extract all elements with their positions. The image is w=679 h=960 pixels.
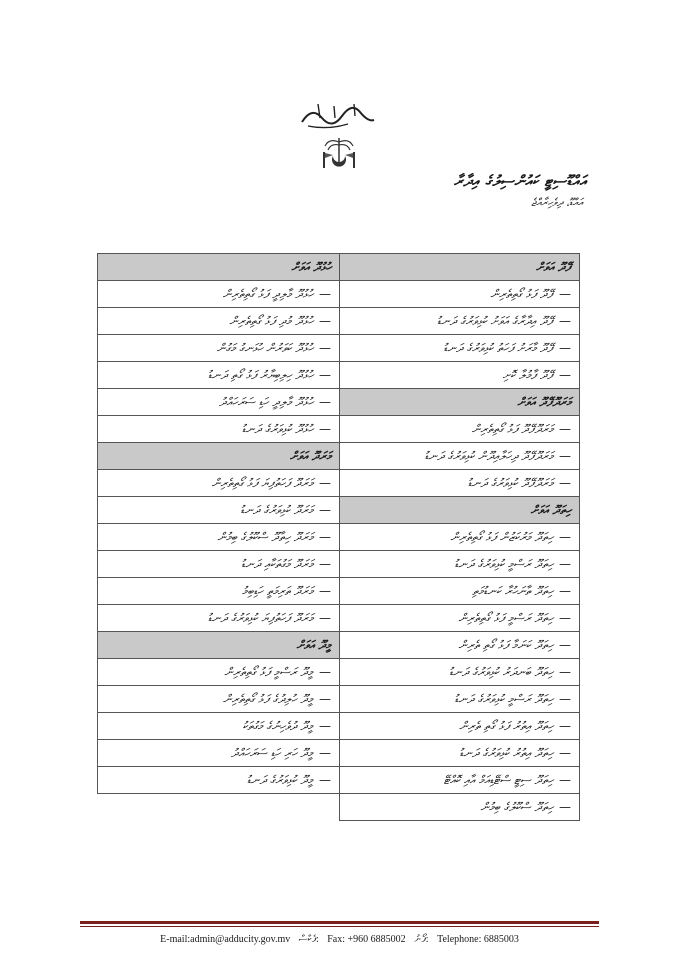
table-row	[98, 713, 340, 740]
table-row	[340, 524, 580, 551]
table-row	[98, 389, 340, 416]
list-bullet: —	[319, 610, 331, 625]
location-text: މީދޫ ދުވެހިނުގެ މަގުތަކު	[242, 718, 313, 733]
list-bullet: —	[559, 529, 571, 544]
location-cell	[98, 767, 340, 794]
table-row	[98, 578, 340, 605]
list-bullet: —	[559, 583, 571, 598]
location-text: މަރަދޫ ފަހަތުފިޔަ ކުޅިވަރުގެ ދަނޑު	[207, 610, 313, 625]
table-row	[98, 416, 340, 443]
list-bullet: —	[319, 340, 331, 355]
location-text: ހިތަދޫ ބަނދަރު ކުޅިވަރުގެ ދަނޑު	[448, 664, 553, 679]
list-bullet: —	[559, 610, 571, 625]
location-text: ފޭދޫ އިދާރާގެ އަވަށު ކުޅިވަރުގެ ދަނޑު	[436, 313, 553, 328]
list-bullet: —	[319, 502, 331, 517]
footer-telephone: Telephone: 6885003	[437, 934, 519, 945]
location-text: މަރަދޫފޭދޫ ފަޅު ގޯތިތެރިން	[471, 421, 553, 436]
location-text: ހުޅުދޫ ކުޅިވަރުގެ ދަނޑު	[241, 421, 313, 436]
section-header: މަރަދޫފޭދޫ އަވަށް	[340, 389, 580, 416]
list-bullet: —	[319, 583, 331, 598]
location-text: މަރަދޫފޭދޫ ދިހަލާއިދޫން ކުޅިވަރުގެ ދަނޑު	[424, 448, 553, 463]
location-cell	[340, 632, 580, 659]
list-bullet: —	[559, 286, 571, 301]
right-location-table	[339, 253, 580, 821]
location-text: ހިތަދޫ ތާނަހުރާ ކަނޑުމަތި	[472, 583, 553, 598]
location-text: ފޭދޫ މާރަށު ފަހަތު ކުޅިވަރުގެ ދަނޑު	[443, 340, 553, 355]
footer-fax: Fax: +960 6885002	[327, 934, 406, 945]
table-row	[340, 470, 580, 497]
section-header: ހުޅުދޫ އަވަށް	[98, 254, 340, 281]
location-text: މީދޫ ހުލިދުގެ ފަޅު ގޯތިތެރިން	[222, 691, 313, 706]
list-bullet: —	[319, 394, 331, 409]
location-text: ހުޅުދޫ މާލިދީ ހަޑި ސަރަހައްދު	[219, 394, 313, 409]
location-text: މަރަދޫ މަގުތަކާއި ދަނޑު	[240, 556, 313, 571]
list-bullet: —	[559, 448, 571, 463]
office-title: އައްޑޫސިޓީ ކައުންސިލުގެ އިދާރާ	[453, 172, 587, 190]
list-bullet: —	[319, 286, 331, 301]
location-text: މަރަދޫ ހިތާދޫ ސްކޫލުގެ ބިމުން	[217, 529, 313, 544]
list-bullet: —	[319, 691, 331, 706]
location-cell	[340, 335, 580, 362]
office-subtitle: އައްޑޫ، ދިވެހިރާއްޖެ	[531, 196, 583, 209]
table-row	[98, 551, 340, 578]
list-bullet: —	[319, 313, 331, 328]
list-bullet: —	[319, 772, 331, 787]
table-row	[340, 335, 580, 362]
location-text: ފޭދޫ ފާމުލާ ކޮށި	[502, 367, 553, 382]
table-row	[98, 335, 340, 362]
list-bullet: —	[319, 367, 331, 382]
bismillah-calligraphy	[298, 100, 378, 132]
location-text: ފޭދޫ ފަޅު ގޯތިތެރިން	[490, 286, 553, 301]
section-header-row	[340, 497, 580, 524]
table-row	[98, 767, 340, 794]
location-text: ހިތަދޫ ރަސްމީ ކުޅިވަރުގެ ދަނޑު	[454, 556, 553, 571]
list-bullet: —	[559, 340, 571, 355]
table-row	[340, 740, 580, 767]
footer-rule	[80, 921, 599, 924]
location-cell	[340, 416, 580, 443]
location-cell	[98, 389, 340, 416]
location-text: ހިތަދޫ ރަސްމީ ފަޅު ގޯތިތެރިން	[458, 610, 553, 625]
location-text: ހިތަދޫ ރަސްމީ ކުޅިވަރުގެ ދަނޑު	[454, 691, 553, 706]
location-text: މީދޫ ކުޅިވަރުގެ ދަނޑު	[246, 772, 313, 787]
location-cell	[98, 416, 340, 443]
list-bullet: —	[319, 529, 331, 544]
list-bullet: —	[319, 475, 331, 490]
location-cell	[98, 740, 340, 767]
list-bullet: —	[319, 421, 331, 436]
location-text: ހިތަދޫ ކަނަމާ ފަޅު ގޯތި ތެރިން	[458, 637, 553, 652]
location-cell	[98, 308, 340, 335]
list-bullet: —	[559, 475, 571, 490]
list-bullet: —	[559, 637, 571, 652]
location-text: ހިތަދޫ ސްކޫލުގެ ބިމުން	[480, 799, 553, 814]
location-text: މީދޫ ހަރި ހަޑި ސަރަހައްދު	[231, 745, 313, 760]
location-cell	[98, 659, 340, 686]
table-row	[98, 470, 340, 497]
list-bullet: —	[559, 718, 571, 733]
list-bullet: —	[559, 421, 571, 436]
section-header: ފޭދޫ އަވަށް	[340, 254, 580, 281]
section-header: ހިތަދޫ އަވަށް	[340, 497, 580, 524]
table-row	[340, 281, 580, 308]
location-cell	[340, 308, 580, 335]
location-text: ހުޅުދޫ ހިލިބިޔާރު ފަޅު ގޯތި ދަނޑު	[207, 367, 313, 382]
section-header: މީދޫ އަވަށް	[98, 632, 340, 659]
location-cell	[98, 551, 340, 578]
table-row	[340, 659, 580, 686]
location-cell	[98, 470, 340, 497]
table-row	[340, 578, 580, 605]
location-cell	[340, 578, 580, 605]
section-header: މަރަދޫ އަވަށް	[98, 443, 340, 470]
table-row	[340, 767, 580, 794]
location-cell	[340, 740, 580, 767]
table-row	[98, 308, 340, 335]
table-row	[98, 362, 340, 389]
location-text: ހިތަދޫ މަރުކަޒުން ފަޅު ގޯތިތެރިން	[450, 529, 553, 544]
location-cell	[340, 362, 580, 389]
list-bullet: —	[559, 313, 571, 328]
section-header-row	[340, 389, 580, 416]
location-text: މަރަދޫ ކުޅިވަރުގެ ދަނޑު	[240, 502, 313, 517]
table-row	[340, 605, 580, 632]
location-cell	[98, 578, 340, 605]
section-header-row	[340, 254, 580, 281]
location-text: ހުޅުދޫ މުދި ފަޅު ގޯތިތެރިން	[229, 313, 313, 328]
footer-phone-dv: ފޯނު:	[414, 934, 429, 945]
table-row	[340, 551, 580, 578]
location-cell	[340, 524, 580, 551]
location-text: މަރަދޫފޭދޫ ކުޅިވަރުގެ ދަނޑު	[467, 475, 553, 490]
table-row	[98, 524, 340, 551]
location-cell	[340, 551, 580, 578]
list-bullet: —	[319, 664, 331, 679]
list-bullet: —	[559, 772, 571, 787]
list-bullet: —	[559, 367, 571, 382]
location-cell	[340, 659, 580, 686]
table-row	[340, 632, 580, 659]
footer-email: E-mail:admin@adducity.gov.mv	[160, 934, 291, 945]
location-cell	[340, 686, 580, 713]
table-row	[98, 659, 340, 686]
table-row	[340, 794, 580, 821]
location-text: ހިތަދޫ ސިޓީ ސްޓޭޑިއަމް އާއި ކޮއްޓޭ	[443, 772, 553, 787]
list-bullet: —	[319, 718, 331, 733]
list-bullet: —	[559, 799, 571, 814]
list-bullet: —	[319, 556, 331, 571]
emblem-icon	[321, 136, 357, 170]
location-text: ހިތަދޫ އިތުރު ކުޅިވަރުގެ ދަނޑު	[459, 745, 553, 760]
table-row	[98, 686, 340, 713]
table-row	[340, 416, 580, 443]
table-row	[98, 281, 340, 308]
section-header-row	[98, 443, 340, 470]
location-text: މަރަދޫ ފަހަތުފިޔަ ފަޅު ގޯތިތެރިން	[211, 475, 313, 490]
table-row	[340, 443, 580, 470]
location-text: މަރަދޫ ތަރިމަތީ ހަޑިބިމު	[242, 583, 313, 598]
table-row	[340, 308, 580, 335]
table-row	[340, 362, 580, 389]
location-text: ހިތަދޫ އިތުރު ފަޅު ގޯތި ތެރިން	[459, 718, 553, 733]
location-cell	[98, 335, 340, 362]
table-row	[98, 605, 340, 632]
list-bullet: —	[559, 691, 571, 706]
location-cell	[98, 605, 340, 632]
table-row	[340, 686, 580, 713]
location-cell	[340, 470, 580, 497]
letterhead	[0, 96, 679, 209]
location-text: ހުޅުދޫ މާލިދީ ފަޅު ގޯތިތެރިން	[222, 286, 313, 301]
list-bullet: —	[319, 745, 331, 760]
location-cell	[98, 281, 340, 308]
footer-rule-thin	[80, 926, 599, 927]
location-text: މީދޫ ރަސްމީ ފަޅު ގޯތިތެރިން	[224, 664, 313, 679]
location-cell	[98, 497, 340, 524]
footer-fax-dv: ފެކްސް:	[298, 934, 319, 945]
table-row	[98, 740, 340, 767]
list-bullet: —	[559, 664, 571, 679]
location-cell	[340, 713, 580, 740]
location-cell	[340, 794, 580, 821]
location-cell	[340, 443, 580, 470]
left-location-table	[97, 253, 340, 794]
table-row	[98, 497, 340, 524]
location-cell	[98, 362, 340, 389]
section-header-row	[98, 632, 340, 659]
location-cell	[98, 686, 340, 713]
location-cell	[98, 524, 340, 551]
list-bullet: —	[559, 556, 571, 571]
location-text: ހުޅުދޫ ކަވަރުން ހުޅަނގު މަގުން	[216, 340, 313, 355]
footer-contact	[0, 934, 679, 945]
location-cell	[340, 605, 580, 632]
location-cell	[340, 767, 580, 794]
section-header-row	[98, 254, 340, 281]
list-bullet: —	[559, 745, 571, 760]
location-cell	[340, 281, 580, 308]
table-row	[340, 713, 580, 740]
location-cell	[98, 713, 340, 740]
